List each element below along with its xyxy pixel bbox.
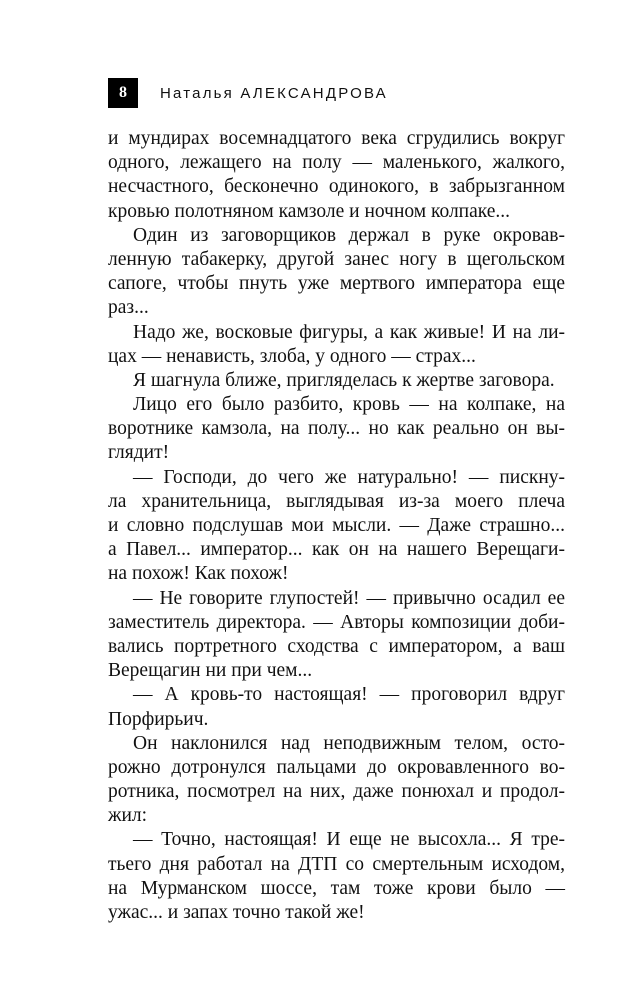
text-line: Верещагин ни при чем... bbox=[108, 660, 313, 682]
text-line: сапоге, чтобы пнуть уже мертвого императора еще bbox=[108, 273, 565, 295]
text-line: а Павел... император... как он на нашего Верещаги- bbox=[108, 539, 565, 561]
text-line: ужас... и запах точно такой же! bbox=[108, 902, 365, 923]
page-number: 8 bbox=[108, 78, 138, 108]
text-line: на Мурманском шоссе, там тоже крови было — bbox=[108, 877, 565, 899]
text-line: Порфирьич. bbox=[108, 708, 209, 730]
text-line: на похож! Как похож! bbox=[108, 563, 289, 585]
text-line: Он наклонился над неподвижным телом, осто- bbox=[133, 732, 565, 754]
text-line: — Господи, до чего же натурально! — пискну- bbox=[133, 466, 565, 488]
text-line: Один из заговорщиков держал в руке окровав- bbox=[133, 224, 565, 246]
text-line: заместитель директора. — Авторы композиции доби- bbox=[108, 611, 565, 633]
text-line: ла хранительница, выглядывая из-за моего плеча bbox=[108, 490, 565, 512]
page-header bbox=[108, 78, 388, 108]
text-line: — Точно, настоящая! И еще не высохла... Я тре- bbox=[133, 829, 565, 851]
text-line: — Не говорите глупостей! — привычно осадил ее bbox=[133, 587, 565, 609]
text-line: Лицо его было разбито, кровь — на колпаке, на bbox=[133, 394, 565, 416]
text-line: Я шагнула ближе, пригляделась к жертве заговора. bbox=[133, 369, 555, 391]
text-line: вались портретного сходства с императором, а ваш bbox=[108, 635, 565, 657]
text-line: несчастного, бесконечно одинокого, в забрызганном bbox=[108, 176, 565, 198]
text-line: Надо же, восковые фигуры, а как живые! И на ли- bbox=[133, 321, 565, 343]
text-line: и словно подслушав мои мысли. — Даже страшно... bbox=[108, 515, 565, 536]
text-line: — А кровь-то настоящая! — проговорил вдруг bbox=[133, 684, 565, 706]
text-line: тьего дня работал на ДТП со смертельным исходом, bbox=[108, 853, 565, 875]
text-line: ротника, посмотрел на них, даже понюхал и продол- bbox=[108, 781, 565, 803]
text-line: ленную табакерку, другой занес ногу в щегольском bbox=[108, 248, 565, 270]
text-line: и мундирах восемнадцатого века сгрудились вокруг bbox=[108, 128, 565, 149]
text-line: кровью полотняном камзоле и ночном колпаке... bbox=[108, 200, 511, 222]
text-line: одного, лежащего на полу — маленького, жалкого, bbox=[108, 152, 565, 174]
text-line: раз... bbox=[108, 297, 149, 319]
running-head: Наталья АЛЕКСАНДРОВА bbox=[160, 84, 388, 102]
text-line: воротнике камзола, на полу... но как реально он вы- bbox=[108, 418, 565, 440]
text-line: рожно дотронулся пальцами до окровавленного во- bbox=[108, 756, 565, 778]
body-text bbox=[108, 127, 565, 925]
text-line: цах — ненависть, злоба, у одного — страх... bbox=[108, 345, 476, 367]
text-line: глядит! bbox=[108, 442, 170, 464]
text-line: жил: bbox=[108, 805, 148, 827]
